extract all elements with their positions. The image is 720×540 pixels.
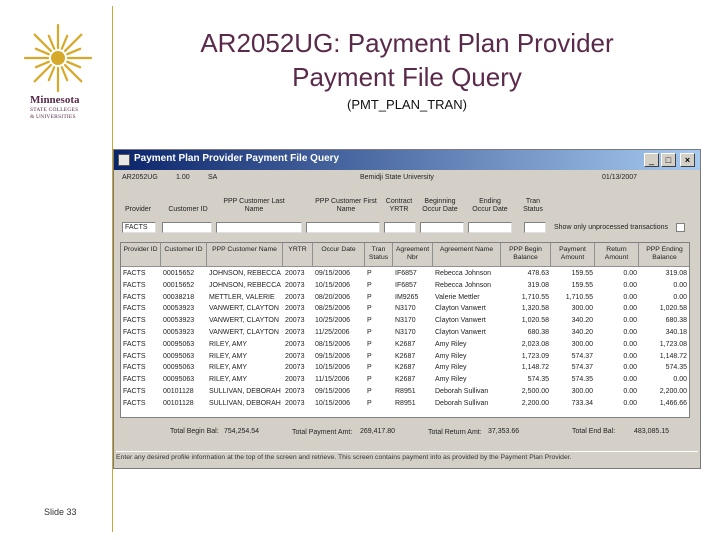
cell-tran-status: P [367, 340, 372, 348]
cell-return-amount: 0.00 [623, 352, 637, 360]
cell-agreement-nbr: R8951 [395, 399, 416, 407]
cell-yrtr: 20073 [285, 352, 305, 360]
logo-ray [36, 49, 49, 54]
cell-return-amount: 0.00 [623, 376, 637, 384]
cell-begin-balance: 574.35 [527, 376, 549, 384]
column-header-provider-id[interactable]: Provider ID [121, 243, 161, 267]
cell-agreement-name: Amy Riley [435, 376, 467, 384]
cell-yrtr: 20073 [285, 376, 305, 384]
cell-return-amount: 0.00 [623, 281, 637, 289]
cell-agreement-name: Clayton Vanwert [435, 329, 486, 336]
ending-occur-date-field[interactable] [468, 222, 512, 233]
cell-ending-balance: 0.00 [673, 281, 687, 289]
cell-tran-status: P [367, 376, 372, 384]
cell-yrtr: 20073 [285, 305, 305, 313]
cell-provider-id: FACTS [123, 352, 146, 360]
maximize-button[interactable]: □ [661, 153, 676, 167]
cell-yrtr: 20073 [285, 364, 305, 372]
cell-provider-id: FACTS [123, 317, 146, 325]
column-header-begin-balance[interactable]: PPP Begin Balance [501, 243, 551, 267]
cell-yrtr: 20073 [285, 270, 305, 277]
column-header-return-amount[interactable]: Return Amount [595, 243, 639, 267]
cell-return-amount: 0.00 [623, 399, 637, 407]
cell-agreement-name: Deborah Sullivan [435, 388, 489, 395]
table-row[interactable] [121, 340, 690, 351]
cell-customer-name: SULLIVAN, DEBORAH [209, 399, 281, 407]
cell-ending-balance: 680.38 [665, 317, 687, 325]
cell-provider-id: FACTS [123, 329, 146, 336]
cell-customer-id: 00053923 [163, 305, 195, 313]
current-date: 01/13/2007 [602, 174, 638, 181]
cell-occur-date: 10/25/2006 [315, 317, 351, 325]
cell-customer-id: 00053923 [163, 317, 195, 325]
cell-occur-date: 08/15/2006 [315, 340, 351, 348]
cell-provider-id: FACTS [123, 305, 146, 313]
table-row[interactable] [121, 316, 690, 327]
form-id: AR2052UG [122, 174, 158, 181]
cell-agreement-nbr: IF6857 [395, 270, 417, 277]
cell-occur-date: 09/15/2006 [315, 352, 351, 360]
institution-name: Bemidji State University [360, 174, 434, 181]
contract-yrtr-label: Contract YRTR [385, 198, 413, 213]
cell-payment-amount: 159.55 [571, 281, 593, 289]
cell-return-amount: 0.00 [623, 317, 637, 325]
cell-agreement-nbr: K2687 [395, 352, 416, 360]
table-row[interactable] [121, 399, 690, 410]
cell-begin-balance: 319.08 [527, 281, 549, 289]
cell-customer-name: VANWERT, CLAYTON [209, 305, 279, 313]
customer-first-name-field[interactable] [306, 222, 380, 233]
cell-agreement-name: Clayton Vanwert [435, 317, 486, 325]
cell-ending-balance: 1,723.08 [659, 340, 687, 348]
cell-begin-balance: 1,710.55 [521, 293, 549, 301]
cell-agreement-nbr: IM9265 [395, 293, 419, 301]
cell-customer-id: 00038218 [163, 293, 195, 301]
cell-begin-balance: 2,200.00 [521, 399, 549, 407]
cell-agreement-name: Deborah Sullivan [435, 399, 489, 407]
brand-name: Minnesota [30, 94, 80, 106]
cell-agreement-name: Clayton Vanwert [435, 305, 486, 313]
cell-return-amount: 0.00 [623, 388, 637, 395]
table-row[interactable] [121, 293, 690, 304]
contract-yrtr-field[interactable] [384, 222, 416, 233]
cell-ending-balance: 1,020.58 [659, 305, 687, 313]
cell-payment-amount: 159.55 [571, 270, 593, 277]
cell-provider-id: FACTS [123, 399, 146, 407]
cell-return-amount: 0.00 [623, 270, 637, 277]
total-begin-balance-value: 754,254.54 [224, 428, 260, 435]
cell-ending-balance: 1,148.72 [659, 352, 687, 360]
cell-customer-name: RILEY, AMY [209, 352, 248, 360]
unprocessed-only-checkbox[interactable] [676, 223, 685, 232]
cell-provider-id: FACTS [123, 293, 146, 301]
column-header-tran-status[interactable]: Tran Status [365, 243, 393, 267]
total-end-balance-label: Total End Bal: [572, 428, 616, 435]
cell-yrtr: 20073 [285, 329, 305, 336]
cell-agreement-nbr: N3170 [395, 317, 416, 325]
unprocessed-only-label: Show only unprocessed transactions [554, 224, 669, 231]
cell-customer-id: 00101128 [163, 388, 194, 395]
column-header-customer-name[interactable]: PPP Customer Name [207, 243, 283, 267]
cell-agreement-name: Amy Riley [435, 364, 467, 372]
cell-customer-id: 00095063 [163, 364, 195, 372]
cell-ending-balance: 574.35 [665, 364, 687, 372]
cell-agreement-name: Amy Riley [435, 352, 467, 360]
cell-payment-amount: 574.37 [571, 364, 593, 372]
total-return-amount-label: Total Return Amt: [428, 429, 482, 436]
slide-title: AR2052UG: Payment Plan Provider [200, 28, 614, 58]
cell-yrtr: 20073 [285, 293, 305, 301]
cell-begin-balance: 2,023.08 [521, 340, 549, 348]
cell-tran-status: P [367, 364, 372, 372]
cell-yrtr: 20073 [285, 317, 305, 325]
cell-customer-id: 00015652 [163, 270, 195, 277]
cell-payment-amount: 300.00 [571, 340, 593, 348]
window-titlebar[interactable] [114, 150, 700, 170]
cell-provider-id: FACTS [123, 281, 146, 289]
cell-agreement-name: Rebecca Johnson [435, 281, 492, 289]
total-return-amount-value: 37,353.66 [488, 428, 520, 435]
cell-provider-id: FACTS [123, 364, 146, 372]
form-version: 1.00 [176, 174, 190, 181]
cell-agreement-name: Rebecca Johnson [435, 270, 492, 277]
cell-ending-balance: 340.18 [665, 329, 687, 336]
cell-customer-id: 00095063 [163, 376, 195, 384]
column-header-agreement-nbr[interactable]: Agreement Nbr [393, 243, 433, 267]
cell-return-amount: 0.00 [623, 340, 637, 348]
cell-customer-name: VANWERT, CLAYTON [209, 317, 279, 325]
cell-occur-date: 11/15/2006 [315, 376, 350, 384]
cell-occur-date: 11/25/2006 [315, 329, 350, 336]
table-row[interactable] [121, 375, 690, 386]
cell-agreement-nbr: IF6857 [395, 281, 417, 289]
cell-customer-id: 00095063 [163, 352, 195, 360]
logo-ray [62, 67, 67, 80]
total-end-balance-value: 483,085.15 [634, 428, 670, 435]
cell-ending-balance: 319.08 [665, 270, 687, 277]
cell-return-amount: 0.00 [623, 364, 637, 372]
cell-return-amount: 0.00 [623, 305, 637, 313]
cell-begin-balance: 1,148.72 [521, 364, 549, 372]
tran-status-label: Tran Status [523, 198, 543, 213]
table-row[interactable] [121, 352, 690, 363]
brand-subtitle-2: & UNIVERSITIES [30, 114, 76, 120]
cell-customer-name: METTLER, VALERIE [209, 293, 275, 301]
cell-provider-id: FACTS [123, 376, 146, 384]
cell-customer-id: 00101128 [163, 399, 194, 407]
cell-tran-status: P [367, 388, 372, 395]
minimize-button[interactable]: _ [644, 153, 659, 167]
cell-ending-balance: 0.00 [673, 293, 687, 301]
tran-status-field[interactable] [524, 222, 546, 233]
cell-tran-status: P [367, 270, 372, 277]
status-bar: Enter any desired profile information at the top of the screen and retrieve. This screen contains payment info as provided by the Payment Plan Provider. [116, 451, 698, 464]
cell-payment-amount: 340.20 [571, 317, 593, 325]
window-app-icon [118, 154, 130, 166]
cell-yrtr: 20073 [285, 281, 305, 289]
cell-ending-balance: 2,200.00 [659, 388, 687, 395]
cell-yrtr: 20073 [285, 399, 305, 407]
customer-id-field[interactable] [162, 222, 212, 233]
cell-payment-amount: 300.00 [571, 305, 593, 313]
cell-occur-date: 09/15/2006 [315, 388, 351, 395]
cell-payment-amount: 574.37 [571, 352, 593, 360]
cell-customer-name: RILEY, AMY [209, 340, 248, 348]
table-row[interactable] [121, 387, 690, 398]
column-header-payment-amount[interactable]: Payment Amount [551, 243, 595, 267]
slide-number: Slide 33 [44, 507, 77, 517]
table-row[interactable] [121, 281, 690, 292]
table-row[interactable] [121, 328, 690, 339]
table-row[interactable] [121, 269, 690, 280]
logo-ray [67, 49, 80, 54]
cell-occur-date: 09/15/2006 [315, 270, 351, 277]
customer-id-label: Customer ID [168, 206, 208, 213]
beginning-occur-date-field[interactable] [420, 222, 464, 233]
cell-customer-id: 00053923 [163, 329, 195, 336]
cell-return-amount: 0.00 [623, 329, 637, 336]
cell-ending-balance: 0.00 [673, 376, 687, 384]
cell-payment-amount: 733.34 [571, 399, 593, 407]
cell-customer-id: 00095063 [163, 340, 195, 348]
cell-begin-balance: 1,020.58 [521, 317, 549, 325]
provider-field[interactable]: FACTS [122, 222, 156, 233]
cell-begin-balance: 680.38 [527, 329, 549, 336]
ending-occur-date-label: Ending Occur Date [472, 198, 508, 213]
cell-occur-date: 08/20/2006 [315, 293, 351, 301]
logo-ray [49, 67, 54, 80]
customer-first-name-label: PPP Customer First Name [315, 198, 377, 213]
cell-ending-balance: 1,466.66 [659, 399, 687, 407]
cell-agreement-name: Valerie Mettler [435, 293, 480, 301]
cell-occur-date: 10/15/2006 [315, 399, 351, 407]
customer-last-name-field[interactable] [216, 222, 302, 233]
cell-payment-amount: 1,710.55 [565, 293, 593, 301]
cell-provider-id: FACTS [123, 270, 146, 277]
minnesota-star-logo-icon [22, 22, 94, 94]
logo-ray [49, 36, 54, 49]
cell-tran-status: P [367, 317, 372, 325]
cell-yrtr: 20073 [285, 340, 305, 348]
cell-yrtr: 20073 [285, 388, 305, 395]
cell-tran-status: P [367, 281, 372, 289]
cell-occur-date: 08/25/2006 [315, 305, 351, 313]
form-code: SA [208, 174, 218, 181]
cell-agreement-nbr: K2687 [395, 376, 416, 384]
total-begin-balance-label: Total Begin Bal: [170, 428, 219, 435]
cell-tran-status: P [367, 293, 372, 301]
cell-customer-name: JOHNSON, REBECCA [209, 281, 281, 289]
cell-provider-id: FACTS [123, 340, 146, 348]
cell-tran-status: P [367, 305, 372, 313]
cell-payment-amount: 340.20 [571, 329, 593, 336]
cell-provider-id: FACTS [123, 388, 146, 395]
brand-subtitle-1: STATE COLLEGES [30, 107, 79, 113]
cell-begin-balance: 478.63 [527, 270, 549, 277]
slide-subtitle: (PMT_PLAN_TRAN) [347, 97, 467, 112]
cell-tran-status: P [367, 329, 372, 336]
cell-occur-date: 10/15/2006 [315, 364, 351, 372]
cell-agreement-nbr: R8951 [395, 388, 416, 395]
column-header-yrtr[interactable]: YRTR [283, 243, 313, 267]
cell-agreement-nbr: N3170 [395, 329, 416, 336]
logo-ray [36, 62, 49, 67]
total-payment-amount-label: Total Payment Amt: [292, 429, 353, 436]
cell-agreement-nbr: K2687 [395, 364, 416, 372]
column-header-agreement-name[interactable]: Agreement Name [433, 243, 501, 267]
cell-customer-name: JOHNSON, REBECCA [209, 270, 281, 277]
payment-grid [120, 242, 690, 418]
cell-payment-amount: 300.00 [571, 388, 593, 395]
cell-return-amount: 0.00 [623, 293, 637, 301]
cell-agreement-nbr: K2687 [395, 340, 416, 348]
close-button[interactable]: × [680, 153, 695, 167]
customer-last-name-label: PPP Customer Last Name [223, 198, 285, 213]
slide-title-line-2: Payment File Query [292, 62, 522, 92]
logo-ray [62, 36, 67, 49]
beginning-occur-date-label: Beginning Occur Date [422, 198, 458, 213]
cell-begin-balance: 1,320.58 [521, 305, 549, 313]
cell-agreement-name: Amy Riley [435, 340, 467, 348]
cell-agreement-nbr: N3170 [395, 305, 416, 313]
cell-tran-status: P [367, 399, 372, 407]
cell-begin-balance: 1,723.09 [521, 352, 549, 360]
cell-customer-name: RILEY, AMY [209, 364, 248, 372]
cell-payment-amount: 574.35 [571, 376, 593, 384]
cell-customer-id: 00015652 [163, 281, 195, 289]
table-row[interactable] [121, 304, 690, 315]
column-header-customer-id[interactable]: Customer ID [161, 243, 207, 267]
grid-header [121, 243, 690, 267]
table-row[interactable] [121, 363, 690, 374]
column-header-ending-balance[interactable]: PPP Ending Balance [639, 243, 690, 267]
total-payment-amount-value: 269,417.80 [360, 428, 396, 435]
query-window [113, 149, 701, 469]
cell-occur-date: 10/15/2006 [315, 281, 351, 289]
window-title: Payment Plan Provider Payment File Query [134, 153, 340, 164]
cell-begin-balance: 2,500.00 [521, 388, 549, 395]
cell-customer-name: SULLIVAN, DEBORAH [209, 388, 281, 395]
column-header-occur-date[interactable]: Occur Date [313, 243, 365, 267]
cell-customer-name: VANWERT, CLAYTON [209, 329, 279, 336]
cell-tran-status: P [367, 352, 372, 360]
provider-label: Provider [124, 206, 152, 213]
logo-ray [67, 62, 80, 67]
cell-customer-name: RILEY, AMY [209, 376, 248, 384]
